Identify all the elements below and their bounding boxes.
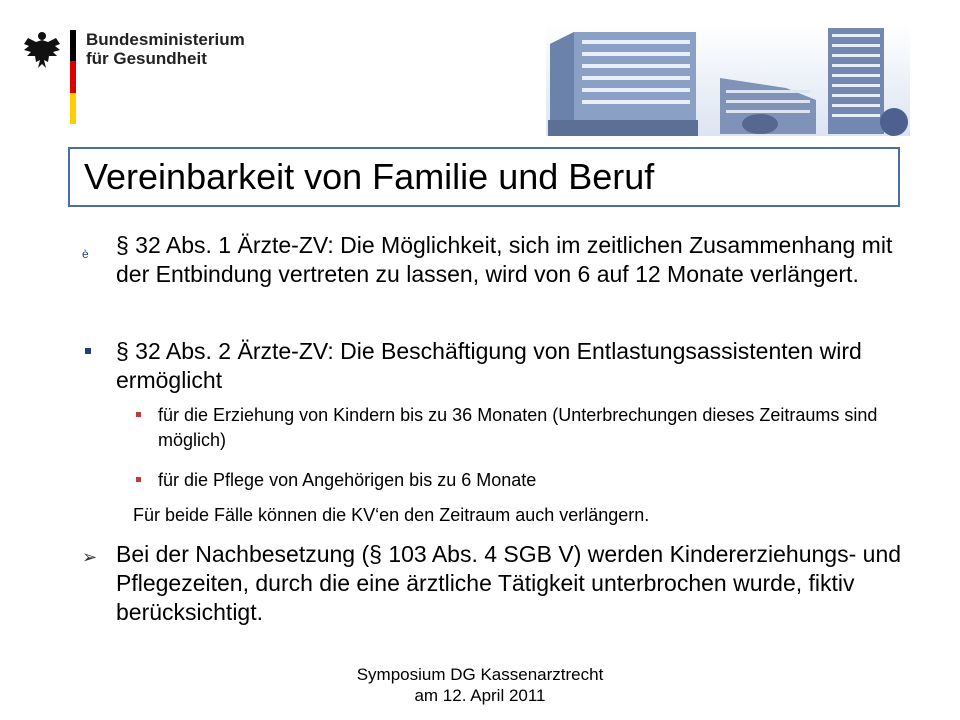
sub-bullet-item: für die Pflege von Angehörigen bis zu 6 Monate bbox=[158, 470, 537, 490]
federal-eagle-icon bbox=[22, 28, 62, 72]
square-bullet-icon bbox=[136, 477, 141, 482]
slide-footer bbox=[280, 664, 680, 706]
bullet-item: § 32 Abs. 2 Ärzte-ZV: Die Beschäftigung von Entlastungsassistenten wird ermöglicht bbox=[116, 338, 862, 393]
square-bullet-icon bbox=[136, 412, 141, 417]
bullet-marker-icon: è bbox=[82, 247, 89, 261]
bullet-item: Bei der Nachbesetzung (§ 103 Abs. 4 SGB V) werden Kindererziehungs- und Pflegezeiten, durch die eine ärztliche Tätigkeit unterbrochen wurde, fiktiv berücksichtigt. bbox=[116, 541, 902, 625]
chevron-right-icon: ➢ bbox=[82, 547, 98, 567]
ministry-name bbox=[86, 30, 245, 68]
ministry-buildings-photo bbox=[546, 24, 910, 136]
title-box bbox=[68, 147, 900, 207]
sub-bullet-item: für die Erziehung von Kindern bis zu 36 Monaten (Unterbrechungen dieses Zeitraums sind möglich) bbox=[158, 405, 878, 450]
footer-line2: am 12. April 2011 bbox=[414, 686, 546, 705]
ministry-name-line1: Bundesministerium bbox=[86, 30, 245, 49]
footer-line1: Symposium DG Kassenarztrecht bbox=[356, 665, 604, 684]
note-text: Für beide Fälle können die KV‘en den Zeitraum auch verlängern. bbox=[133, 505, 650, 525]
square-bullet-icon bbox=[85, 348, 91, 354]
bullet-item: § 32 Abs. 1 Ärzte-ZV: Die Möglichkeit, sich im zeitlichen Zusammenhang mit der Entbindung vertreten zu lassen, wird von 6 auf 12 Monate verlängert. bbox=[116, 232, 893, 287]
ministry-name-line2: für Gesundheit bbox=[86, 49, 207, 68]
slide-title: Vereinbarkeit von Familie und Beruf bbox=[84, 156, 655, 197]
german-flag-stripe bbox=[70, 30, 76, 124]
